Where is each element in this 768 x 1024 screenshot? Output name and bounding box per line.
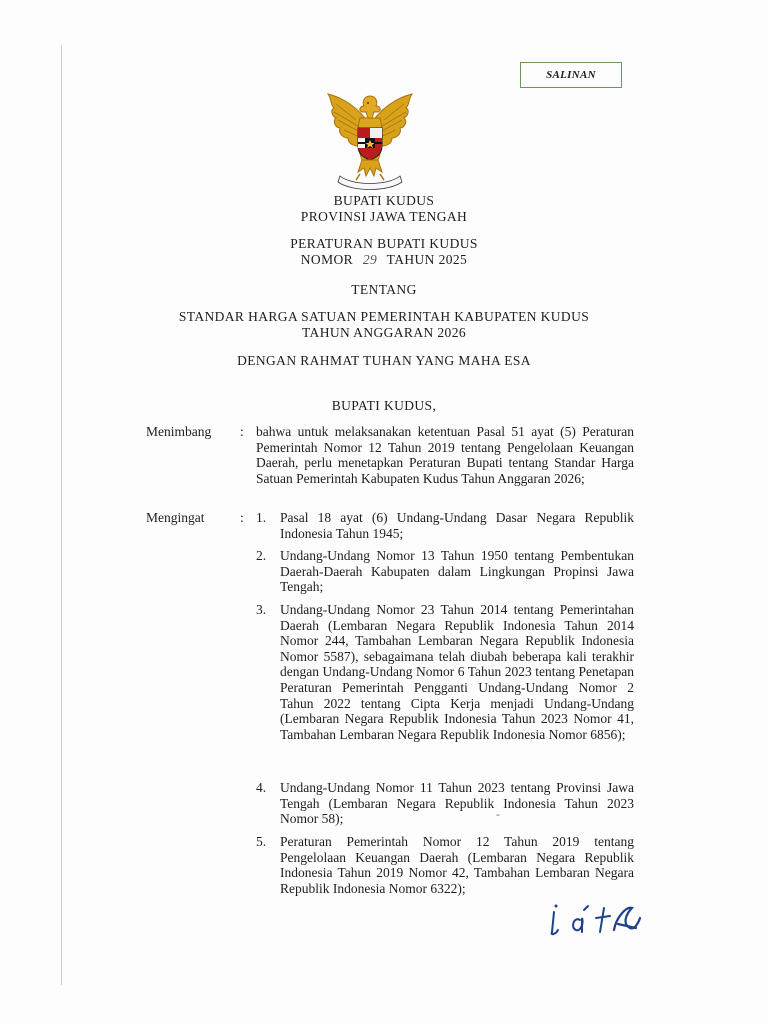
mengingat-item-4: Undang-Undang Nomor 11 Tahun 2023 tentang Provinsi Jawa Tengah (Lembaran Negara Republik Indonesia Tahun 2023 Nomor 58);: [280, 780, 634, 827]
scan-margin-line: [61, 45, 62, 985]
mengingat-item-5-number: 5.: [256, 834, 267, 849]
mengingat-item-1: Pasal 18 ayat (6) Undang-Undang Dasar Negara Republik Indonesia Tahun 1945;: [280, 510, 634, 541]
scan-dash-mark: -: [496, 807, 500, 821]
regulation-number: 29: [362, 252, 378, 267]
regulation-title: PERATURAN BUPATI KUDUS: [290, 236, 478, 251]
mengingat-colon: :: [240, 510, 244, 525]
garuda-pancasila-emblem: [322, 88, 418, 192]
handwritten-initials: [546, 898, 646, 940]
mengingat-item-4-number: 4.: [256, 780, 267, 795]
office-title: BUPATI KUDUS: [333, 193, 435, 208]
mengingat-item-2-number: 2.: [256, 548, 267, 563]
province-title: PROVINSI JAWA TENGAH: [300, 209, 468, 224]
mengingat-item-2: Undang-Undang Nomor 13 Tahun 1950 tentang Pembentukan Daerah-Daerah Kabupaten dalam Lingkungan Propinsi Jawa Tengah;: [280, 548, 634, 595]
menimbang-text: bahwa untuk melaksanakan ketentuan Pasal 51 ayat (5) Peraturan Pemerintah Nomor 12 Tahun 2019 tentang Pengelolaan Keuangan Daerah, perlu menetapkan Peraturan Bupati tentang Standar Harga Satuan Pemerintah Kabupaten Kudus Tahun Anggaran 2026;: [256, 424, 634, 486]
mengingat-item-5: Peraturan Pemerintah Nomor 12 Tahun 2019 tentang Pengelolaan Keuangan Daerah (Lembaran Negara Republik Indonesia Tahun 2019 Nomor 42, Tambahan Lembaran Negara Republik Indonesia Nomor 6322);: [280, 834, 634, 896]
mengingat-item-1-number: 1.: [256, 510, 267, 525]
salinan-stamp: SALINAN: [520, 62, 622, 88]
mengingat-item-3-number: 3.: [256, 602, 267, 617]
number-year: TAHUN 2025: [386, 252, 468, 267]
tentang-label: TENTANG: [351, 282, 417, 297]
rahmat-line: DENGAN RAHMAT TUHAN YANG MAHA ESA: [237, 353, 531, 368]
menimbang-label: Menimbang: [146, 424, 212, 439]
regulation-number-line: [0, 252, 768, 268]
mengingat-label: Mengingat: [146, 510, 205, 525]
subject-line-1: STANDAR HARGA SATUAN PEMERINTAH KABUPATEN KUDUS: [178, 309, 590, 324]
mengingat-item-3: Undang-Undang Nomor 23 Tahun 2014 tentang Pemerintahan Daerah (Lembaran Negara Republik Indonesia Tahun 2014 Nomor 244, Tambahan Lembaran Negara Republik Indonesia Nomor 5587), sebagaimana telah diubah beberapa kali terakhir dengan Undang-Undang Nomor 6 Tahun 2023 tentang Penetapan Peraturan Pemerintah Pengganti Undang-Undang Nomor 2 Tahun 2022 tentang Cipta Kerja menjadi Undang-Undang (Lembaran Negara Republik Indonesia Tahun 2023 Nomor 41, Tambahan Lembaran Negara Republik Indonesia Nomor 6856);: [280, 602, 634, 742]
signatory-title: BUPATI KUDUS,: [331, 398, 437, 413]
subject-line-2: TAHUN ANGGARAN 2026: [301, 325, 467, 340]
menimbang-colon: :: [240, 424, 244, 439]
number-prefix: NOMOR: [300, 252, 354, 267]
